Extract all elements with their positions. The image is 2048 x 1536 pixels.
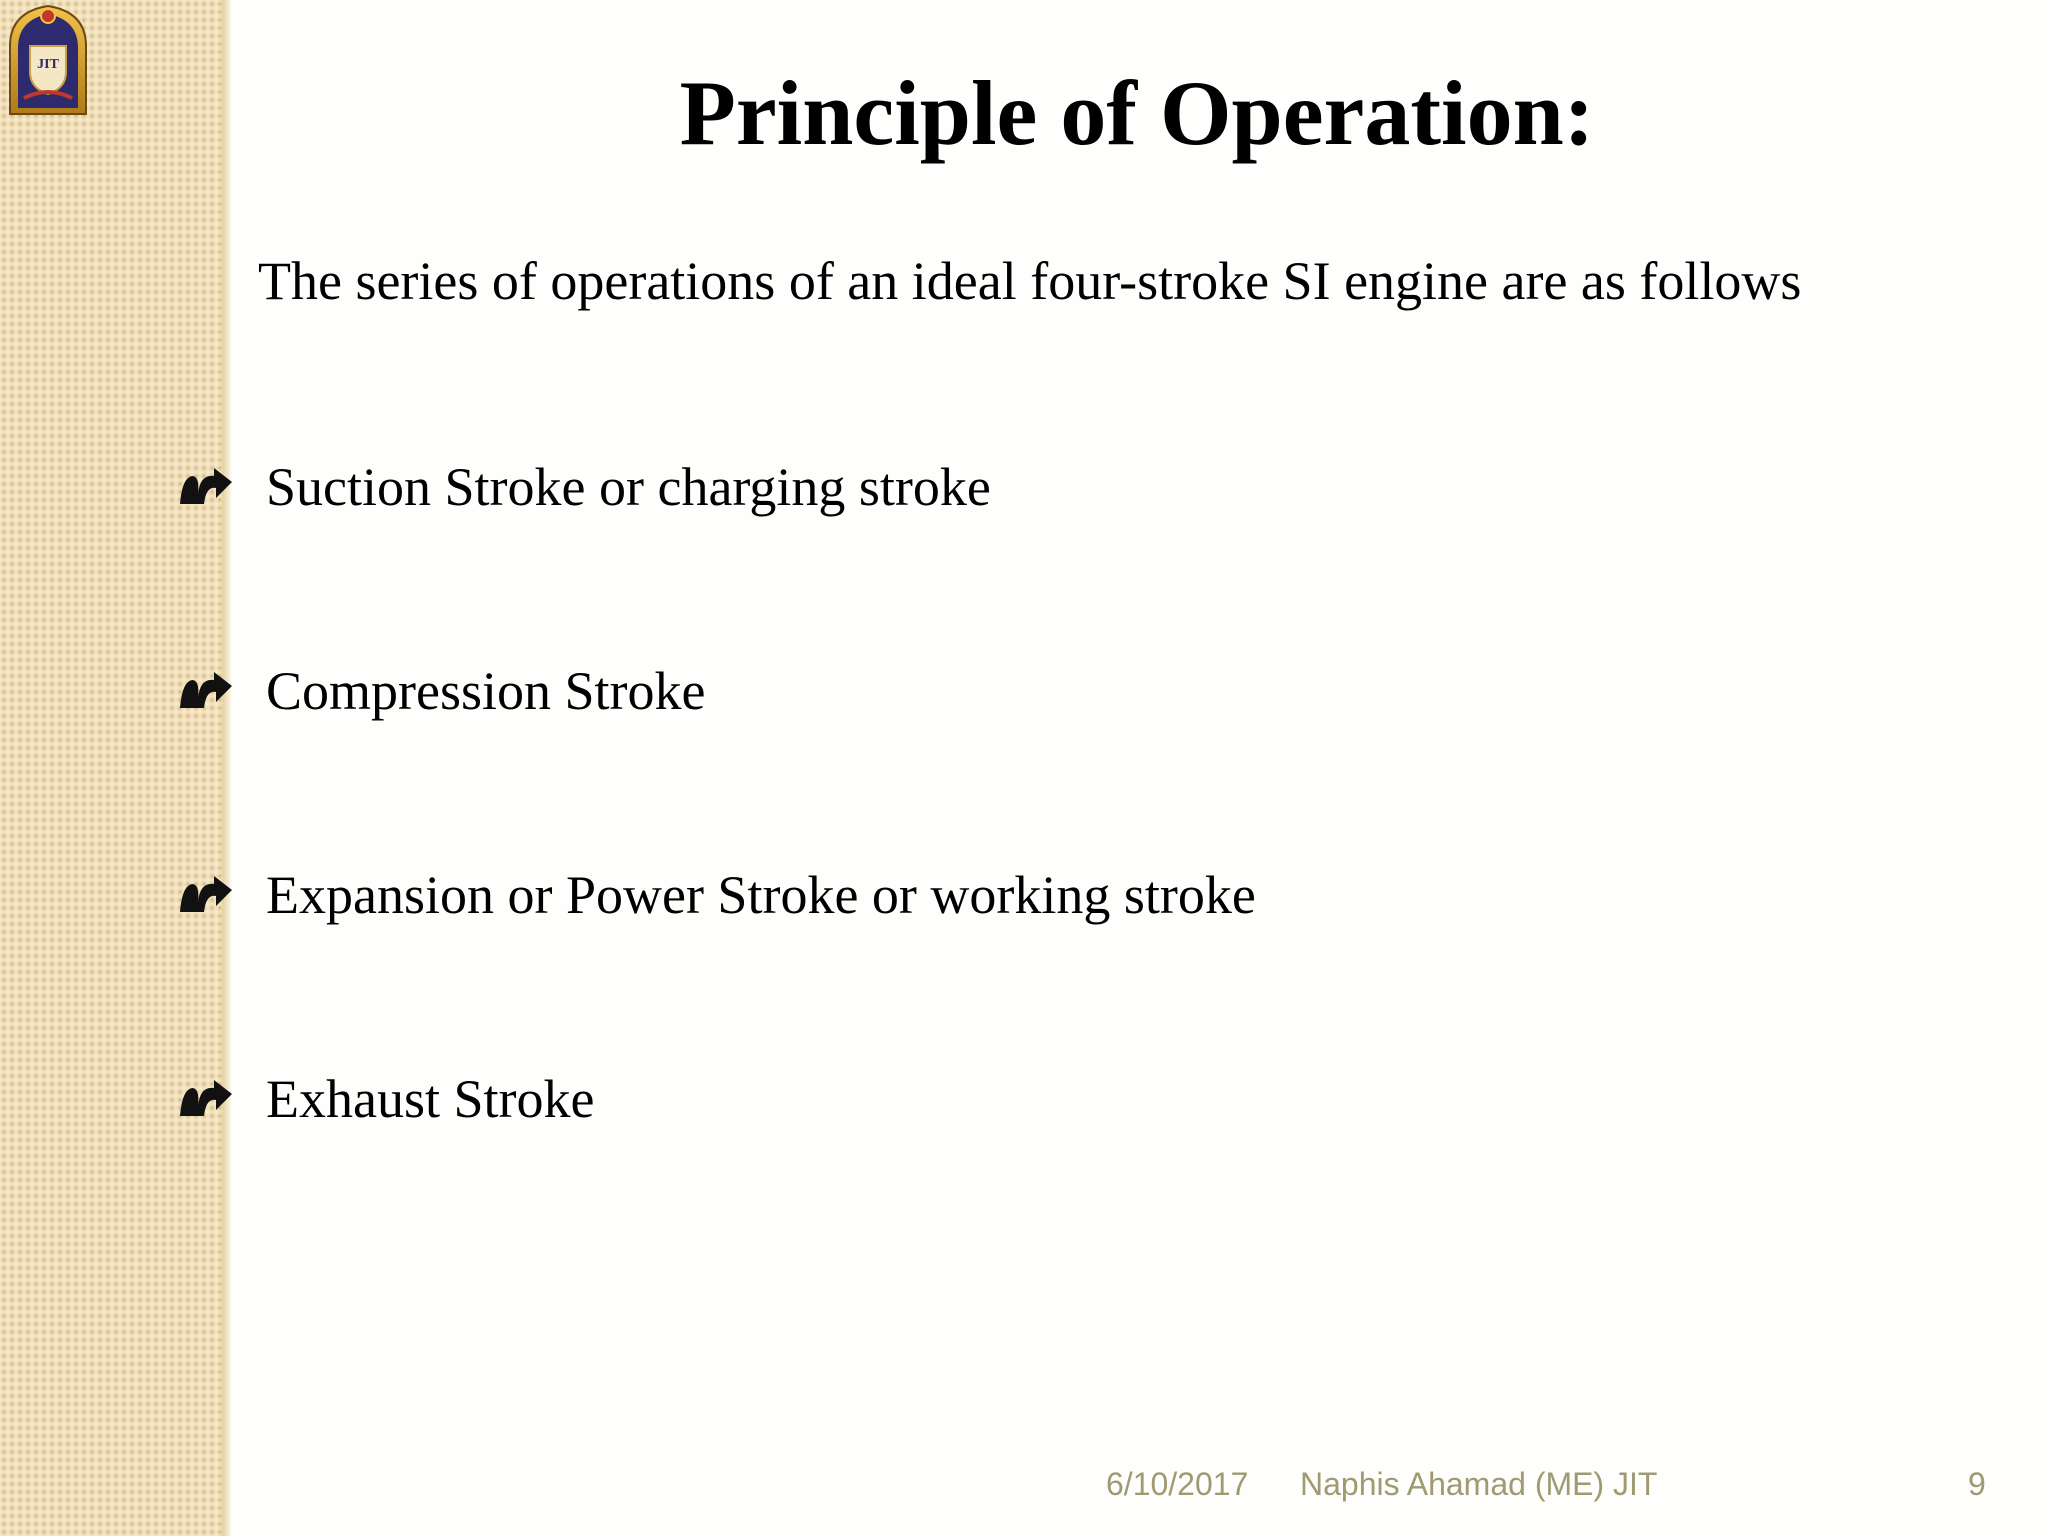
swirl-arrow-bullet-icon [176, 464, 234, 510]
swirl-arrow-bullet-icon [176, 872, 234, 918]
intro-text: The series of operations of an ideal four-stroke SI engine are as follows [258, 251, 1802, 311]
page-number: 9 [1968, 1466, 1986, 1502]
side-band-edge [222, 0, 232, 1536]
footer-author: Naphis Ahamad (ME) JIT [1300, 1466, 1658, 1502]
list-item [176, 452, 991, 522]
footer-date: 6/10/2017 [1106, 1466, 1249, 1502]
decorative-side-band [0, 0, 226, 1536]
list-item [176, 656, 706, 726]
swirl-arrow-bullet-icon [176, 1076, 234, 1122]
list-item-label: Compression Stroke [266, 661, 706, 721]
list-item-label: Suction Stroke or charging stroke [266, 457, 991, 517]
list-item-label: Exhaust Stroke [266, 1069, 595, 1129]
list-item [176, 1064, 594, 1134]
logo-text: JIT [37, 57, 59, 72]
list-item [176, 860, 1256, 930]
institute-crest-logo [2, 2, 94, 116]
list-item-label: Expansion or Power Stroke or working stroke [266, 865, 1256, 925]
slide-title: Principle of Operation: [679, 62, 1595, 164]
swirl-arrow-bullet-icon [176, 668, 234, 714]
